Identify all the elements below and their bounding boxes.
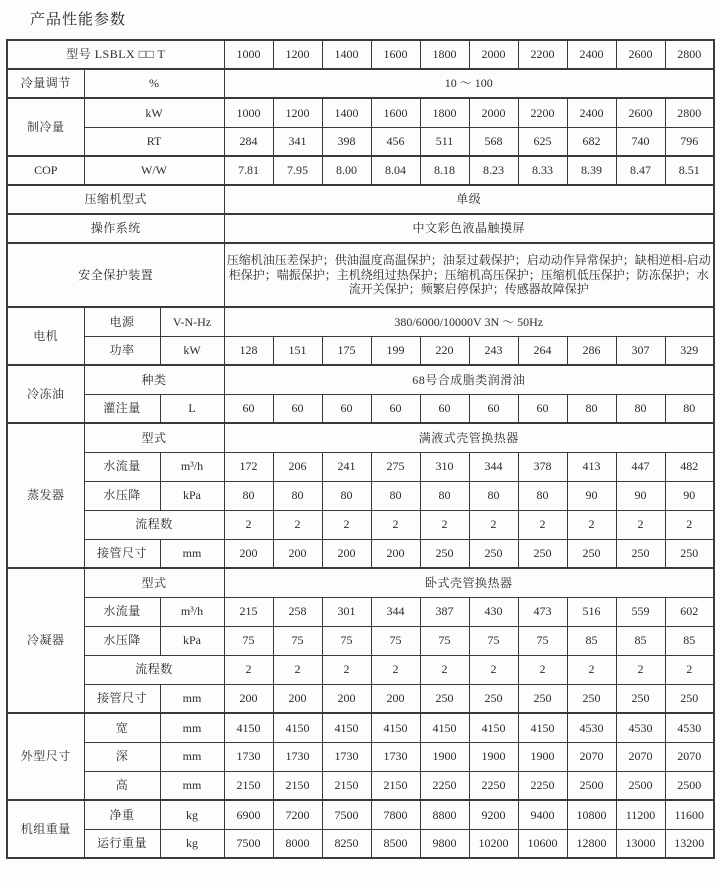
value-cell: 80 bbox=[420, 481, 469, 510]
value-cell: 250 bbox=[420, 684, 469, 713]
value-cell: 80 bbox=[371, 481, 420, 510]
value-cell: 200 bbox=[273, 539, 322, 568]
sub-label-cell: 宽 bbox=[84, 713, 160, 742]
value-cell: 740 bbox=[616, 127, 665, 156]
unit-cell: mm bbox=[160, 684, 224, 713]
unit-cell: m³/h bbox=[160, 452, 224, 481]
value-cell: 11200 bbox=[616, 800, 665, 829]
unit-cell: % bbox=[84, 69, 224, 98]
value-cell: 151 bbox=[273, 336, 322, 365]
value-cell: 2 bbox=[224, 655, 273, 684]
value-cell: 1800 bbox=[420, 98, 469, 127]
value-cell: 258 bbox=[273, 597, 322, 626]
value-cell: 75 bbox=[518, 626, 567, 655]
value-cell: 2070 bbox=[616, 742, 665, 771]
table-row bbox=[7, 336, 714, 365]
table-row bbox=[7, 655, 714, 684]
value-cell: 2250 bbox=[420, 771, 469, 800]
table-row bbox=[7, 510, 714, 539]
value-cell: 2070 bbox=[665, 742, 714, 771]
value-cell: 250 bbox=[420, 539, 469, 568]
value-cell: 8.33 bbox=[518, 156, 567, 185]
value-cell: 80 bbox=[469, 481, 518, 510]
table-row bbox=[7, 597, 714, 626]
value-cell: 175 bbox=[322, 336, 371, 365]
value-cell: 250 bbox=[616, 684, 665, 713]
value-cell: 80 bbox=[224, 481, 273, 510]
value-cell: 60 bbox=[469, 394, 518, 423]
table-row bbox=[7, 423, 714, 452]
value-cell: 264 bbox=[518, 336, 567, 365]
value-cell: 2 bbox=[616, 510, 665, 539]
value-cell: 2000 bbox=[469, 98, 518, 127]
value-cell: 511 bbox=[420, 127, 469, 156]
table-row bbox=[7, 568, 714, 597]
value-cell: 2 bbox=[518, 655, 567, 684]
unit-cell: mm bbox=[160, 713, 224, 742]
value-cell: 200 bbox=[371, 684, 420, 713]
value-cell: 8.39 bbox=[567, 156, 616, 185]
value-cell: 4530 bbox=[616, 713, 665, 742]
sub-label-cell: 电源 bbox=[84, 307, 160, 336]
unit-cell: mm bbox=[160, 539, 224, 568]
value-cell: 4150 bbox=[420, 713, 469, 742]
value-cell: 482 bbox=[665, 452, 714, 481]
value-cell: 2 bbox=[322, 510, 371, 539]
value-cell: 2070 bbox=[567, 742, 616, 771]
value-cell: 2600 bbox=[616, 98, 665, 127]
value-cell: 1000 bbox=[224, 98, 273, 127]
value-cell: 12800 bbox=[567, 829, 616, 858]
value-cell: 10600 bbox=[518, 829, 567, 858]
value-cell: 80 bbox=[665, 394, 714, 423]
value-cell: 2 bbox=[420, 510, 469, 539]
value-cell: 682 bbox=[567, 127, 616, 156]
table-row bbox=[7, 365, 714, 394]
table-row bbox=[7, 626, 714, 655]
value-cell: 413 bbox=[567, 452, 616, 481]
unit-cell: W/W bbox=[84, 156, 224, 185]
model-cell: 1000 bbox=[224, 40, 273, 69]
value-cell: 9800 bbox=[420, 829, 469, 858]
value-cell: 7.95 bbox=[273, 156, 322, 185]
model-cell: 1600 bbox=[371, 40, 420, 69]
sub-label-cell: 深 bbox=[84, 742, 160, 771]
table-row bbox=[7, 771, 714, 800]
sub-label-cell: 型式 bbox=[84, 568, 224, 597]
model-cell: 2200 bbox=[518, 40, 567, 69]
value-cell: 2800 bbox=[665, 98, 714, 127]
value-cell: 85 bbox=[616, 626, 665, 655]
value-cell: 2 bbox=[567, 510, 616, 539]
value-cell: 250 bbox=[665, 539, 714, 568]
value-cell: 80 bbox=[616, 394, 665, 423]
table-row bbox=[7, 481, 714, 510]
value-cell: 8.47 bbox=[616, 156, 665, 185]
value-cell: 9200 bbox=[469, 800, 518, 829]
unit-cell: mm bbox=[160, 771, 224, 800]
sub-label-cell: 接管尺寸 bbox=[84, 684, 160, 713]
value-cell: 250 bbox=[518, 539, 567, 568]
value-cell: 2 bbox=[665, 655, 714, 684]
value-cell: 2 bbox=[567, 655, 616, 684]
table-row bbox=[7, 713, 714, 742]
value-cell: 284 bbox=[224, 127, 273, 156]
value-cell: 8800 bbox=[420, 800, 469, 829]
value-cell: 206 bbox=[273, 452, 322, 481]
table-row bbox=[7, 243, 714, 307]
spec-table bbox=[6, 39, 715, 859]
unit-cell: kW bbox=[160, 336, 224, 365]
page-title: 产品性能参数 bbox=[30, 12, 127, 28]
value-cell: 250 bbox=[469, 684, 518, 713]
value-cell: 2250 bbox=[518, 771, 567, 800]
spec-table-body bbox=[7, 40, 714, 858]
value-cell: 2 bbox=[273, 510, 322, 539]
value-cell: 250 bbox=[518, 684, 567, 713]
value-cell: 200 bbox=[224, 684, 273, 713]
value-cell: 128 bbox=[224, 336, 273, 365]
value-cell: 1200 bbox=[273, 98, 322, 127]
table-row bbox=[7, 684, 714, 713]
sub-label-cell: 流程数 bbox=[84, 510, 224, 539]
value-cell: 8500 bbox=[371, 829, 420, 858]
model-cell: 2000 bbox=[469, 40, 518, 69]
unit-cell: L bbox=[160, 394, 224, 423]
model-cell: 2400 bbox=[567, 40, 616, 69]
table-row bbox=[7, 742, 714, 771]
model-cell: 2800 bbox=[665, 40, 714, 69]
value-cell: 200 bbox=[273, 684, 322, 713]
table-row bbox=[7, 829, 714, 858]
model-cell: 2600 bbox=[616, 40, 665, 69]
value-cell: 310 bbox=[420, 452, 469, 481]
sub-label-cell: 水压降 bbox=[84, 626, 160, 655]
value-cell: 4150 bbox=[322, 713, 371, 742]
value-cell: 2200 bbox=[518, 98, 567, 127]
value-cell: 2 bbox=[518, 510, 567, 539]
value-cell: 2 bbox=[469, 510, 518, 539]
value-cell: 2400 bbox=[567, 98, 616, 127]
value-cell: 75 bbox=[371, 626, 420, 655]
merged-value-cell: 压缩机油压差保护；供油温度高温保护；油泵过载保护；启动动作异常保护；缺相逆相-启动柜保护；喘振保护；主机绕组过热保护；压缩机高压保护；压缩机低压保护；防冻保护；水流开关保护；频繁启停保护；传感器故障保护 bbox=[224, 243, 714, 307]
value-cell: 2 bbox=[322, 655, 371, 684]
merged-value-cell: 380/6000/10000V 3N ～ 50Hz bbox=[224, 307, 714, 336]
value-cell: 2500 bbox=[616, 771, 665, 800]
value-cell: 2500 bbox=[665, 771, 714, 800]
value-cell: 2 bbox=[224, 510, 273, 539]
value-cell: 11600 bbox=[665, 800, 714, 829]
value-cell: 4150 bbox=[224, 713, 273, 742]
merged-value-cell: 满液式壳管换热器 bbox=[224, 423, 714, 452]
value-cell: 200 bbox=[322, 684, 371, 713]
table-row bbox=[7, 394, 714, 423]
sub-label-cell: 种类 bbox=[84, 365, 224, 394]
value-cell: 796 bbox=[665, 127, 714, 156]
value-cell: 602 bbox=[665, 597, 714, 626]
value-cell: 7200 bbox=[273, 800, 322, 829]
merged-value-cell: 10 ～ 100 bbox=[224, 69, 714, 98]
value-cell: 1900 bbox=[469, 742, 518, 771]
value-cell: 7500 bbox=[322, 800, 371, 829]
value-cell: 250 bbox=[469, 539, 518, 568]
sub-label-cell: 流程数 bbox=[84, 655, 224, 684]
value-cell: 85 bbox=[665, 626, 714, 655]
value-cell: 60 bbox=[322, 394, 371, 423]
sub-label-cell: 功率 bbox=[84, 336, 160, 365]
value-cell: 341 bbox=[273, 127, 322, 156]
value-cell: 430 bbox=[469, 597, 518, 626]
value-cell: 90 bbox=[665, 481, 714, 510]
sub-label-cell: 水流量 bbox=[84, 597, 160, 626]
table-row bbox=[7, 539, 714, 568]
table-row bbox=[7, 98, 714, 127]
group-label-cell: 机组重量 bbox=[7, 800, 84, 858]
value-cell: 75 bbox=[224, 626, 273, 655]
group-label-cell: 蒸发器 bbox=[7, 423, 84, 568]
group-label-cell: 操作系统 bbox=[7, 214, 224, 243]
table-row bbox=[7, 40, 714, 69]
unit-cell: kW bbox=[84, 98, 224, 127]
value-cell: 8.51 bbox=[665, 156, 714, 185]
value-cell: 75 bbox=[322, 626, 371, 655]
value-cell: 75 bbox=[420, 626, 469, 655]
merged-value-cell: 68号合成脂类润滑油 bbox=[224, 365, 714, 394]
value-cell: 7800 bbox=[371, 800, 420, 829]
value-cell: 60 bbox=[371, 394, 420, 423]
value-cell: 8.18 bbox=[420, 156, 469, 185]
table-row bbox=[7, 800, 714, 829]
value-cell: 387 bbox=[420, 597, 469, 626]
group-label-cell: 安全保护装置 bbox=[7, 243, 224, 307]
model-cell: 1200 bbox=[273, 40, 322, 69]
value-cell: 1400 bbox=[322, 98, 371, 127]
value-cell: 2150 bbox=[224, 771, 273, 800]
value-cell: 307 bbox=[616, 336, 665, 365]
value-cell: 200 bbox=[371, 539, 420, 568]
unit-cell: m³/h bbox=[160, 597, 224, 626]
value-cell: 1730 bbox=[371, 742, 420, 771]
value-cell: 90 bbox=[567, 481, 616, 510]
value-cell: 10800 bbox=[567, 800, 616, 829]
sub-label-cell: 型式 bbox=[84, 423, 224, 452]
model-cell: 1400 bbox=[322, 40, 371, 69]
value-cell: 200 bbox=[224, 539, 273, 568]
value-cell: 329 bbox=[665, 336, 714, 365]
value-cell: 2 bbox=[616, 655, 665, 684]
value-cell: 60 bbox=[273, 394, 322, 423]
group-label-cell: 电机 bbox=[7, 307, 84, 365]
value-cell: 301 bbox=[322, 597, 371, 626]
unit-cell: kg bbox=[160, 829, 224, 858]
value-cell: 2250 bbox=[469, 771, 518, 800]
value-cell: 243 bbox=[469, 336, 518, 365]
value-cell: 250 bbox=[567, 539, 616, 568]
value-cell: 2150 bbox=[371, 771, 420, 800]
unit-cell: RT bbox=[84, 127, 224, 156]
table-row bbox=[7, 127, 714, 156]
value-cell: 2 bbox=[273, 655, 322, 684]
value-cell: 172 bbox=[224, 452, 273, 481]
model-cell: 1800 bbox=[420, 40, 469, 69]
value-cell: 13000 bbox=[616, 829, 665, 858]
group-label-cell: 外型尺寸 bbox=[7, 713, 84, 800]
value-cell: 241 bbox=[322, 452, 371, 481]
merged-value-cell: 卧式壳管换热器 bbox=[224, 568, 714, 597]
value-cell: 2150 bbox=[322, 771, 371, 800]
value-cell: 75 bbox=[273, 626, 322, 655]
value-cell: 80 bbox=[273, 481, 322, 510]
value-cell: 7500 bbox=[224, 829, 273, 858]
sub-label-cell: 灌注量 bbox=[84, 394, 160, 423]
value-cell: 7.81 bbox=[224, 156, 273, 185]
value-cell: 275 bbox=[371, 452, 420, 481]
unit-cell: kPa bbox=[160, 481, 224, 510]
group-label-cell: COP bbox=[7, 156, 84, 185]
value-cell: 2500 bbox=[567, 771, 616, 800]
value-cell: 2 bbox=[371, 655, 420, 684]
group-label-cell: 制冷量 bbox=[7, 98, 84, 156]
table-row bbox=[7, 69, 714, 98]
model-header-cell: 型号 LSBLX □□ T bbox=[7, 40, 224, 69]
table-row bbox=[7, 156, 714, 185]
value-cell: 398 bbox=[322, 127, 371, 156]
value-cell: 13200 bbox=[665, 829, 714, 858]
value-cell: 378 bbox=[518, 452, 567, 481]
value-cell: 516 bbox=[567, 597, 616, 626]
merged-value-cell: 单级 bbox=[224, 185, 714, 214]
sub-label-cell: 净重 bbox=[84, 800, 160, 829]
value-cell: 2150 bbox=[273, 771, 322, 800]
value-cell: 473 bbox=[518, 597, 567, 626]
value-cell: 344 bbox=[469, 452, 518, 481]
value-cell: 2 bbox=[371, 510, 420, 539]
value-cell: 1600 bbox=[371, 98, 420, 127]
value-cell: 220 bbox=[420, 336, 469, 365]
value-cell: 2 bbox=[420, 655, 469, 684]
table-row bbox=[7, 185, 714, 214]
value-cell: 250 bbox=[665, 684, 714, 713]
sub-label-cell: 接管尺寸 bbox=[84, 539, 160, 568]
value-cell: 4150 bbox=[469, 713, 518, 742]
value-cell: 199 bbox=[371, 336, 420, 365]
sub-label-cell: 运行重量 bbox=[84, 829, 160, 858]
value-cell: 10200 bbox=[469, 829, 518, 858]
value-cell: 9400 bbox=[518, 800, 567, 829]
value-cell: 75 bbox=[469, 626, 518, 655]
group-label-cell: 冷冻油 bbox=[7, 365, 84, 423]
value-cell: 6900 bbox=[224, 800, 273, 829]
value-cell: 286 bbox=[567, 336, 616, 365]
table-row bbox=[7, 307, 714, 336]
value-cell: 250 bbox=[567, 684, 616, 713]
value-cell: 4150 bbox=[371, 713, 420, 742]
value-cell: 1900 bbox=[420, 742, 469, 771]
value-cell: 568 bbox=[469, 127, 518, 156]
sub-label-cell: 水流量 bbox=[84, 452, 160, 481]
value-cell: 8.04 bbox=[371, 156, 420, 185]
group-label-cell: 压缩机型式 bbox=[7, 185, 224, 214]
value-cell: 250 bbox=[616, 539, 665, 568]
value-cell: 8250 bbox=[322, 829, 371, 858]
value-cell: 80 bbox=[567, 394, 616, 423]
value-cell: 80 bbox=[518, 481, 567, 510]
value-cell: 2 bbox=[665, 510, 714, 539]
value-cell: 215 bbox=[224, 597, 273, 626]
unit-cell: V-N-Hz bbox=[160, 307, 224, 336]
value-cell: 80 bbox=[322, 481, 371, 510]
value-cell: 447 bbox=[616, 452, 665, 481]
group-label-cell: 冷凝器 bbox=[7, 568, 84, 713]
value-cell: 60 bbox=[224, 394, 273, 423]
value-cell: 200 bbox=[322, 539, 371, 568]
value-cell: 60 bbox=[518, 394, 567, 423]
value-cell: 8000 bbox=[273, 829, 322, 858]
value-cell: 1730 bbox=[322, 742, 371, 771]
value-cell: 85 bbox=[567, 626, 616, 655]
group-label-cell: 冷量调节 bbox=[7, 69, 84, 98]
value-cell: 60 bbox=[420, 394, 469, 423]
value-cell: 4150 bbox=[518, 713, 567, 742]
value-cell: 456 bbox=[371, 127, 420, 156]
value-cell: 4530 bbox=[665, 713, 714, 742]
value-cell: 1900 bbox=[518, 742, 567, 771]
value-cell: 559 bbox=[616, 597, 665, 626]
unit-cell: kg bbox=[160, 800, 224, 829]
value-cell: 4150 bbox=[273, 713, 322, 742]
sub-label-cell: 水压降 bbox=[84, 481, 160, 510]
table-row bbox=[7, 452, 714, 481]
unit-cell: kPa bbox=[160, 626, 224, 655]
merged-value-cell: 中文彩色液晶触摸屏 bbox=[224, 214, 714, 243]
value-cell: 1730 bbox=[224, 742, 273, 771]
value-cell: 625 bbox=[518, 127, 567, 156]
table-row bbox=[7, 214, 714, 243]
unit-cell: mm bbox=[160, 742, 224, 771]
sub-label-cell: 高 bbox=[84, 771, 160, 800]
value-cell: 344 bbox=[371, 597, 420, 626]
value-cell: 8.00 bbox=[322, 156, 371, 185]
value-cell: 1730 bbox=[273, 742, 322, 771]
value-cell: 90 bbox=[616, 481, 665, 510]
value-cell: 4530 bbox=[567, 713, 616, 742]
value-cell: 8.23 bbox=[469, 156, 518, 185]
value-cell: 2 bbox=[469, 655, 518, 684]
